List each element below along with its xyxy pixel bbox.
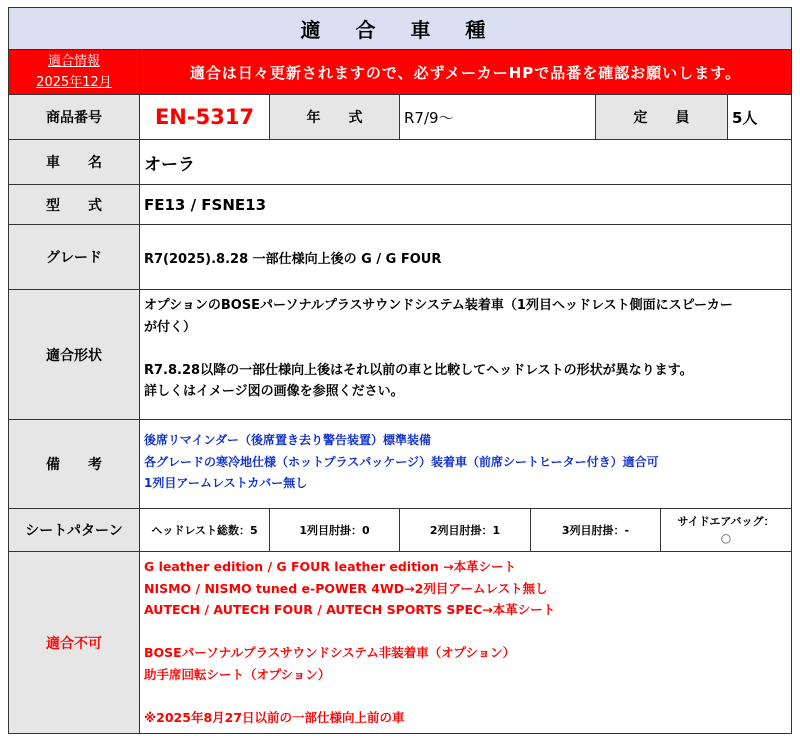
info-date[interactable]: 2025年12月 [36,75,112,90]
vehicle-name: オーラ [139,139,792,185]
year-label: 年 式 [269,94,400,140]
not-compatible-line: BOSEパーソナルプラスサウンドシステム非装着車（オプション） [144,645,516,660]
remarks-label: 備 考 [8,419,140,509]
remarks-text [139,419,792,509]
update-notice: 適合は日々更新されますので、必ずメーカーHPで品番を確認お願いします。 [139,49,792,95]
side-airbag-label: サイドエアバッグ： [677,515,775,528]
not-compatible-line: NISMO / NISMO tuned e-POWER 4WD→2列目アームレスト無し [144,580,548,596]
row3-armrest: 3列目肘掛：- [530,508,661,552]
product-code-label: 商品番号 [8,94,140,140]
compatibility-table [8,7,792,734]
remarks-line: 後席リマインダー（後席置き去り警告装置）標準装備 [144,433,432,447]
fit-shape-label: 適合形状 [8,289,140,420]
table-title: 適 合 車 種 [8,7,792,50]
seat-pattern-label: シートパターン [8,508,140,552]
fit-shape-line: が付く） [144,319,197,335]
not-compatible-line: ※2025年8月27日以前の一部仕様向上前の車 [144,709,405,725]
side-airbag-value: ○ [720,531,732,545]
not-compatible-text [139,551,792,734]
vehicle-name-label: 車 名 [8,139,140,185]
fit-shape-text [139,289,792,420]
row1-armrest: 1列目肘掛：0 [269,508,400,552]
not-compatible-label: 適合不可 [8,551,140,734]
fit-shape-line: 詳しくはイメージ図の画像を参照ください。 [144,384,404,399]
capacity-value: 5人 [727,94,792,140]
not-compatible-line: AUTECH / AUTECH FOUR / AUTECH SPORTS SPEC→本革シート [144,602,556,617]
model-label: 型 式 [8,184,140,225]
row2-armrest: 2列目肘掛：1 [399,508,531,552]
product-code: EN-5317 [139,94,270,140]
fit-shape-line: オプションのBOSEパーソナルプラスサウンドシステム装着車（1列目ヘッドレスト側面にスピーカー [144,298,733,313]
model-value: FE13 / FSNE13 [139,184,792,225]
side-airbag [660,508,792,552]
not-compatible-line: 助手席回転シート（オプション） [144,666,331,682]
remarks-line: 1列目アームレストカバー無し [144,476,308,490]
compatibility-info-link[interactable] [8,49,140,95]
headrest-total: ヘッドレスト総数：5 [139,508,270,552]
info-label[interactable]: 適合情報 [47,54,100,69]
capacity-label: 定 員 [595,94,728,140]
grade-value: R7(2025).8.28 一部仕様向上後の G / G FOUR [139,224,792,290]
year-value: R7/9〜 [399,94,596,140]
remarks-line: 各グレードの寒冷地仕様（ホットプラスパッケージ）装着車（前席シートヒーター付き）適合可 [144,454,659,469]
grade-label: グレード [8,224,140,290]
not-compatible-line: G leather edition / G FOUR leather edition →本革シート [144,559,517,574]
fit-shape-line: R7.8.28以降の一部仕様向上後はそれ以前の車と比較してヘッドレストの形状が異なります。 [144,362,693,378]
